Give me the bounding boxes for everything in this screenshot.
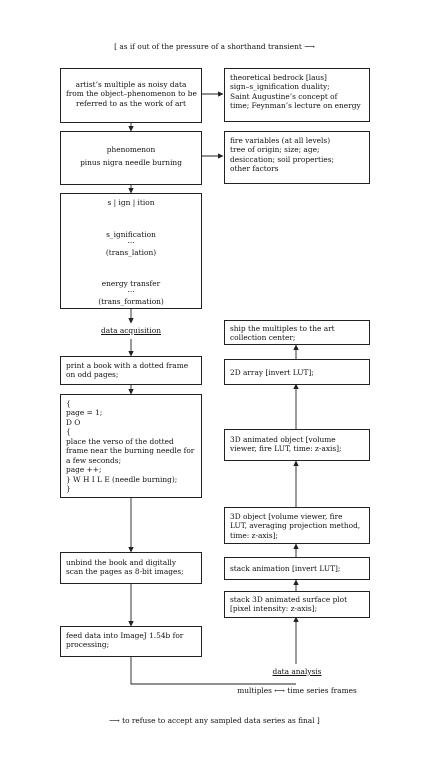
code-line: page = 1; [66,408,103,418]
line: fire variables (at all levels) [230,136,331,145]
right-box-fire-variables [224,131,370,184]
dots: ··· [127,238,135,247]
code-line: place the verso of the dotted [66,436,174,446]
line: Saint Augustine’s concept of [230,91,338,101]
right-box-3d-animated-object [224,429,370,461]
right-box-2d-array [224,359,370,385]
left-box-print-book [60,356,202,385]
line: 2D array [invert LUT]; [230,368,314,377]
line: from the object–phenomenon to be [66,89,197,99]
line: ship the multiples to the art [230,324,335,333]
signification-text: s_ignification [106,230,156,239]
line: artist’s multiple as noisy data [75,80,187,89]
sign-ition-text: s | ign | ition [107,198,155,207]
footer-text: ⟶ to refuse to accept any sampled data series as final ] [109,716,320,725]
left-box-phenomenon [60,131,202,185]
dots: ··· [127,287,135,296]
right-box-ship-multiples [224,320,370,345]
line: tree of origin; size; age; [230,145,320,155]
code-line: { [66,427,71,437]
line: scan the pages as 8-bit images; [66,567,184,577]
header-text: [ as if out of the pressure of a shorthand transient ⟶ [114,42,315,51]
line: phenomenon [106,145,156,154]
translation-text: (trans_lation) [105,248,157,257]
code-line: { [66,399,71,408]
left-box-feed-imagej [60,626,202,657]
line: processing; [66,640,110,650]
right-box-surface-plot [224,591,370,618]
line: stack 3D animated surface plot [230,595,348,604]
line: collection center; [230,333,296,343]
code-line: page ++; [66,465,102,475]
code-line: D O [66,417,81,427]
line: 3D object [volume viewer, fire [230,512,343,521]
multiples-time-series-text: multiples ⟷ time series frames [237,686,357,695]
line: unbind the book and digitally [66,558,177,567]
line: [pixel intensity: z-axis]; [230,604,318,614]
line: 3D animated object [volume [230,435,336,444]
line: time: z-axis]; [230,530,279,540]
code-line: } [66,484,71,494]
right-box-3d-object [224,507,370,544]
right-box-theoretical-bedrock [224,68,370,122]
data-analysis-label: data analysis [272,667,322,676]
left-box-unbind-scan [60,552,202,584]
line: pinus nigra needle burning [80,158,182,168]
line: on odd pages; [66,370,119,380]
left-box-loop-code [60,394,202,498]
code-line: a few seconds; [66,455,122,465]
line: time; Feynman’s lecture on energy [230,101,361,111]
right-box-stack-animation [224,557,370,580]
line: LUT, averaging projection method, [230,521,361,531]
line: stack animation [invert LUT]; [230,564,341,573]
line: referred to as the work of art [76,98,186,108]
transformation-text: (trans_formation) [98,297,164,306]
data-acquisition-label: data acquisition [101,326,161,335]
left-box-artists-multiple [60,68,202,123]
line: theoretical bedrock [laus] [230,73,327,82]
line: sign–s_ignification duality; [230,82,330,92]
line: viewer, fire LUT, time: z-axis]; [230,444,342,454]
left-box-signition [60,193,202,309]
line: print a book with a dotted frame [66,361,189,370]
energy-transfer-text: energy transfer [101,279,161,288]
line: desiccation; soil properties; [230,154,334,164]
code-line: } W H I L E (needle burning); [66,474,178,484]
code-line: frame near the burning needle for [66,446,195,456]
line: feed data into ImageJ 1.54b for [66,631,184,640]
line: other factors [230,164,279,174]
